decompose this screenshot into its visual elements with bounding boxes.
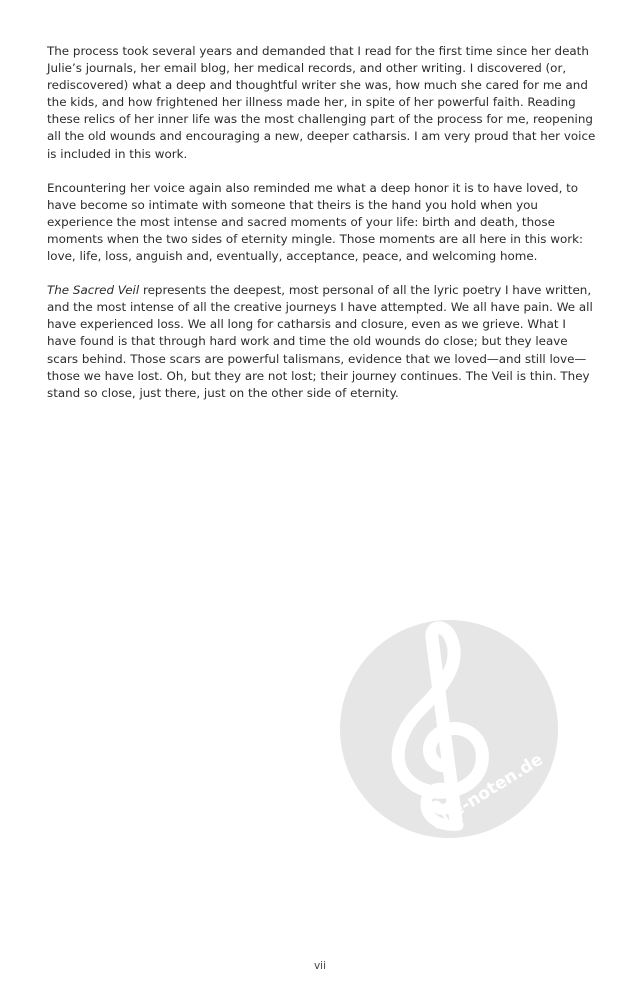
body-text: [47, 43, 597, 419]
treble-clef-icon: [340, 620, 558, 838]
paragraph-1: [47, 43, 597, 163]
paragraph-3-text: represents the deepest, most personal of all the lyric poetry I have written, and the most intense of all the creative journeys I have attempted. We all have pain. We all have experienced loss. We all long for catharsis and closure, even as we grieve. What I have found is that through hard work and time the old wounds do close; but they leave scars behind. Those scars are powerful talismans, evidence that we loved—and still love—those we have lost. Oh, but they are not lost; their journey continues. The Veil is thin. They stand so close, just there, just on the other side of eternity.: [47, 283, 593, 400]
page-number: vii: [313, 960, 327, 972]
paragraph-1-text: The process took several years and demanded that I read for the first time since her death Julie’s journals, her email blog, her medical records, and other writing. I discovered (or, rediscovered) what a deep and thoughtful writer she was, how much she cared for me and the kids, and how frightened her illness made her, in spite of her powerful faith. Reading these relics of her inner life was the most challenging part of the process for me, reopening all the old wounds and encouraging a new, deeper catharsis. I am very proud that her voice is included in this work.: [47, 44, 596, 161]
paragraph-2-text: Encountering her voice again also reminded me what a deep honor it is to have loved, to have become so intimate with someone that theirs is the hand you hold when you experience the most intense and sacred moments of your life: birth and death, those moments when the two sides of eternity mingle. Those moments are all here in this work: love, life, loss, anguish and, eventually, acceptance, peace, and welcoming home.: [47, 180, 584, 264]
watermark: [340, 620, 558, 838]
paragraph-3: [47, 282, 597, 402]
watermark-text: alle-noten.de: [428, 749, 547, 835]
paragraph-2: [47, 180, 597, 265]
book-title: The Sacred Veil: [47, 283, 140, 298]
